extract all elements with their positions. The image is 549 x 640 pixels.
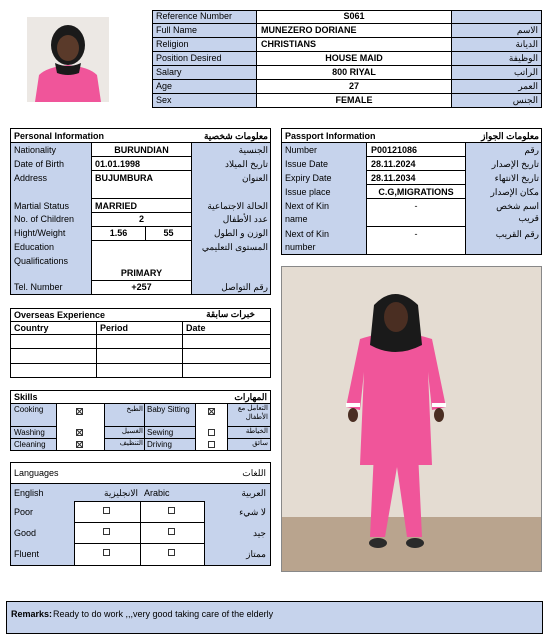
- skill-cooking-label: Cooking: [14, 405, 44, 414]
- skill-cleaning-checkbox[interactable]: [76, 441, 83, 448]
- portrait-photo-small: [27, 17, 109, 102]
- hw-label: Hight/Weight: [14, 228, 66, 238]
- arabic-good-checkbox[interactable]: [168, 528, 175, 535]
- overseas-col-date: Date: [186, 323, 206, 333]
- skill-washing-ar: الغسيل: [121, 428, 143, 435]
- english-good-checkbox[interactable]: [103, 528, 110, 535]
- overseas-col-period: Period: [100, 323, 129, 333]
- nationality-label: Nationality: [14, 145, 57, 155]
- children-value: 2: [138, 214, 144, 224]
- issue-place-ar: مكان الإصدار: [490, 187, 539, 197]
- sex-ar: الجنس: [512, 95, 538, 105]
- languages-title: Languages: [14, 468, 59, 478]
- languages-title-ar: اللغات: [242, 468, 266, 478]
- remarks-text: Ready to do work ,,,very good taking care of the elderly: [53, 609, 274, 619]
- expiry-date-ar: تاريخ الانتهاء: [494, 173, 539, 183]
- skill-sewing-ar: الخياطة: [245, 428, 268, 435]
- personal-title: Personal Information: [14, 131, 105, 141]
- level-fluent-ar: ممتاز: [246, 549, 266, 559]
- salary-value: 800 RIYAL: [332, 67, 376, 77]
- skills-title: Skills: [14, 392, 38, 402]
- level-fluent-label: Fluent: [14, 549, 40, 559]
- age-ar: العمر: [518, 81, 538, 91]
- reference-number-label: Reference Number: [156, 11, 233, 21]
- full-name-value: MUNEZERO DORIANE: [261, 25, 357, 35]
- address-value: BUJUMBURA: [95, 173, 153, 183]
- lang-english-ar: الانجليزية: [104, 488, 138, 498]
- skill-driving-checkbox[interactable]: [208, 441, 215, 448]
- address-label: Address: [14, 173, 48, 183]
- lang-english-label: English: [14, 488, 44, 498]
- passport-number-value: P00121086: [371, 145, 418, 155]
- education-ar: المستوى التعليمي: [201, 242, 268, 252]
- remarks-box: [6, 601, 543, 634]
- nationality-value: BURUNDIAN: [114, 145, 169, 155]
- kin-name-label: Next of Kin: [285, 201, 330, 211]
- full-name-ar: الاسم: [516, 25, 538, 35]
- children-label: No. of Children: [14, 214, 75, 224]
- skill-sewing-label: Sewing: [147, 428, 174, 437]
- weight-value: 55: [163, 228, 174, 238]
- skill-sewing-checkbox[interactable]: [208, 429, 215, 436]
- lang-arabic-label: Arabic: [144, 488, 170, 498]
- kin-name-ar: اسم شخص: [496, 201, 539, 211]
- tel-label: Tel. Number: [14, 282, 63, 292]
- issue-place-label: Issue place: [285, 187, 331, 197]
- position-ar: الوظيفة: [508, 53, 538, 63]
- education-value: PRIMARY: [120, 268, 163, 278]
- tel-value: +257: [131, 282, 152, 292]
- remarks-label: Remarks:: [11, 609, 53, 619]
- english-poor-checkbox[interactable]: [103, 507, 110, 514]
- skills-title-ar: المهارات: [234, 392, 267, 402]
- full-body-photo: [281, 266, 542, 572]
- level-poor-ar: لا شيء: [239, 507, 266, 517]
- level-good-label: Good: [14, 528, 37, 538]
- position-value: HOUSE MAID: [325, 53, 383, 63]
- age-value: 27: [348, 81, 359, 91]
- full-name-label: Full Name: [156, 25, 198, 35]
- passport-number-label: Number: [285, 145, 318, 155]
- dob-ar: تاريخ الميلاد: [225, 159, 268, 169]
- level-poor-label: Poor: [14, 507, 34, 517]
- position-label: Position Desired: [156, 53, 222, 63]
- kin-number-ar: رقم القريب: [495, 229, 539, 239]
- religion-label: Religion: [156, 39, 189, 49]
- dob-label: Date of Birth: [14, 159, 65, 169]
- salary-ar: الراتب: [513, 67, 538, 77]
- passport-title: Passport Information: [285, 131, 376, 141]
- issue-place-value: C.G,MIGRATIONS: [378, 187, 454, 197]
- sex-label: Sex: [156, 95, 172, 105]
- kin-name-ar-2: قريب: [518, 213, 539, 223]
- children-ar: عدد الأطفال: [222, 214, 268, 224]
- issue-date-label: Issue Date: [285, 159, 329, 169]
- tel-ar: رقم التواصل: [221, 282, 268, 292]
- skill-babysitting-label: Baby Sitting: [147, 405, 190, 414]
- kin-number-label: Next of Kin: [285, 229, 330, 239]
- lang-arabic-ar: العربية: [241, 488, 266, 498]
- skill-cleaning-label: Cleaning: [14, 440, 46, 449]
- marital-label: Martial Status: [14, 201, 70, 211]
- skill-driving-label: Driving: [147, 440, 172, 449]
- overseas-title-ar: خبرات سابقة: [206, 309, 255, 319]
- kin-name-value: -: [414, 201, 418, 211]
- age-label: Age: [156, 81, 173, 91]
- height-value: 1.56: [109, 228, 128, 238]
- skill-babysitting-ar: التعامل مع الأطفال: [237, 405, 268, 421]
- education-label: Education: [14, 242, 55, 252]
- issue-date-ar: تاريخ الإصدار: [491, 159, 539, 169]
- address-ar: العنوان: [241, 173, 268, 183]
- marital-ar: الحالة الاجتماعية: [207, 201, 268, 211]
- sex-value: FEMALE: [335, 95, 373, 105]
- issue-date-value: 28.11.2024: [371, 159, 416, 169]
- passport-number-ar: رقم: [524, 145, 539, 155]
- religion-value: CHRISTIANS: [261, 39, 317, 49]
- personal-title-ar: معلومات شخصية: [203, 131, 268, 141]
- expiry-date-value: 28.11.2034: [371, 173, 416, 183]
- skill-driving-ar: سائق: [252, 440, 268, 447]
- overseas-col-country: Country: [14, 323, 49, 333]
- expiry-date-label: Expiry Date: [285, 173, 332, 183]
- skill-cooking-ar: الطبخ: [126, 406, 143, 413]
- arabic-fluent-checkbox[interactable]: [168, 549, 175, 556]
- skill-washing-checkbox[interactable]: [76, 429, 83, 436]
- dob-value: 01.01.1998: [95, 159, 141, 169]
- salary-label: Salary: [156, 67, 182, 77]
- marital-value: MARRIED: [95, 201, 137, 211]
- overseas-title: Overseas Experience: [14, 310, 106, 320]
- hw-ar: الوزن و الطول: [213, 228, 268, 238]
- kin-name-label-2: name: [285, 214, 308, 224]
- skill-washing-label: Washing: [14, 428, 45, 437]
- kin-number-label-2: number: [285, 242, 316, 252]
- religion-ar: الديانة: [515, 39, 538, 49]
- passport-title-ar: معلومات الجواز: [481, 131, 539, 141]
- qualifications-label: Qualifications: [14, 256, 69, 266]
- skill-babysitting-checkbox[interactable]: [208, 408, 215, 415]
- nationality-ar: الجنسية: [238, 145, 268, 155]
- reference-number-value: S061: [343, 11, 365, 21]
- kin-number-value: -: [414, 229, 418, 239]
- level-good-ar: جيد: [252, 528, 266, 538]
- english-fluent-checkbox[interactable]: [103, 549, 110, 556]
- skill-cooking-checkbox[interactable]: [76, 408, 83, 415]
- arabic-poor-checkbox[interactable]: [168, 507, 175, 514]
- skill-cleaning-ar: التنظيف: [119, 440, 143, 447]
